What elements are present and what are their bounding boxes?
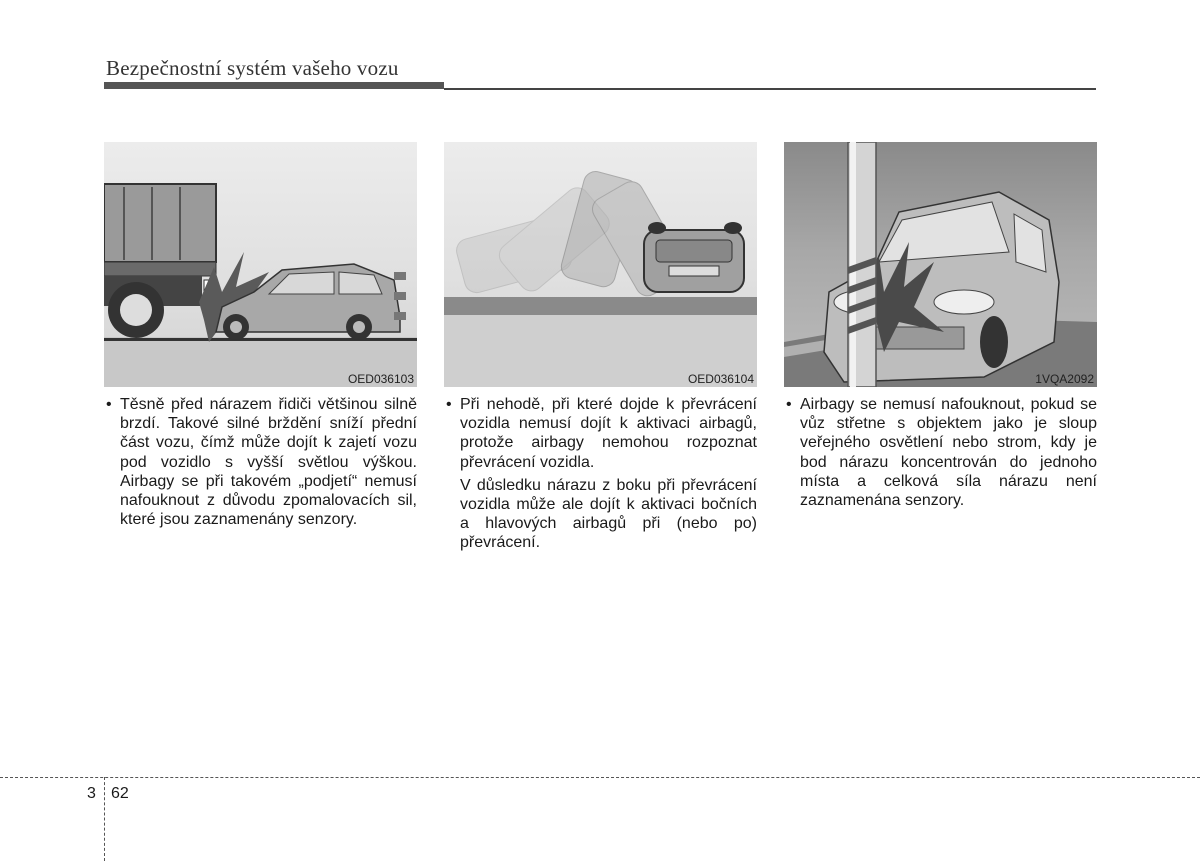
text-column-2	[444, 395, 757, 553]
text-column-3	[784, 395, 1097, 514]
bullet-item	[784, 395, 1097, 510]
page-number: 62	[111, 785, 129, 802]
bullet-symbol: •	[786, 396, 792, 413]
text-column-1	[104, 395, 417, 533]
pole-impact-illustration	[784, 142, 1097, 387]
bullet-symbol: •	[106, 396, 112, 413]
bullet-item	[104, 395, 417, 529]
underride-illustration	[104, 142, 417, 387]
rollover-illustration	[444, 142, 757, 387]
bullet-text: Airbagy se nemusí nafouknout, pokud se vůz střetne s objektem jako je sloup veřejného osvětlení nebo strom, kdy je bod nárazu koncentrován do jednoho místa a celková síla nárazu není zaznamenána senzory.	[800, 396, 1097, 510]
figure-underride-illustration	[104, 142, 417, 387]
header-rule-thin	[444, 88, 1096, 90]
bullet-symbol: •	[446, 396, 452, 413]
bullet-text: Těsně před nárazem řidiči většinou silně brzdí. Takové silné brždění sníží přední část vozu, čímž může dojít k zajetí vozu pod vozidlo s vyšší světlou výškou. Airbagy se při takovém „podjetí“ nemusí nafouknout z důvodu zpomalovacích sil, které jsou zaznamenány senzory.	[120, 396, 417, 529]
page-header-title: Bezpečnostní systém vašeho vozu	[106, 56, 399, 80]
bullet-text: Při nehodě, při které dojde k převrácení vozidla nemusí dojít k aktivaci airbagů, protože airbagy nemohou rozpoznat převrácení vozidla.	[460, 396, 757, 471]
figure-code: OED036103	[347, 372, 414, 386]
figure-rollover-illustration	[444, 142, 757, 387]
figure-code: 1VQA2092	[1035, 372, 1094, 386]
footer-dashed-divider	[104, 777, 105, 861]
footer-dashed-rule	[0, 777, 1200, 778]
chapter-number: 3	[87, 785, 96, 802]
header-rule-thick	[104, 82, 444, 89]
paragraph-text: V důsledku nárazu z boku při převrácení vozidla může ale dojít k aktivaci bočních a hlavových airbagů při (nebo po) převrácení.	[460, 476, 757, 552]
bullet-item	[444, 395, 757, 472]
figure-pole-impact-illustration	[784, 142, 1097, 387]
figure-code: OED036104	[687, 372, 754, 386]
